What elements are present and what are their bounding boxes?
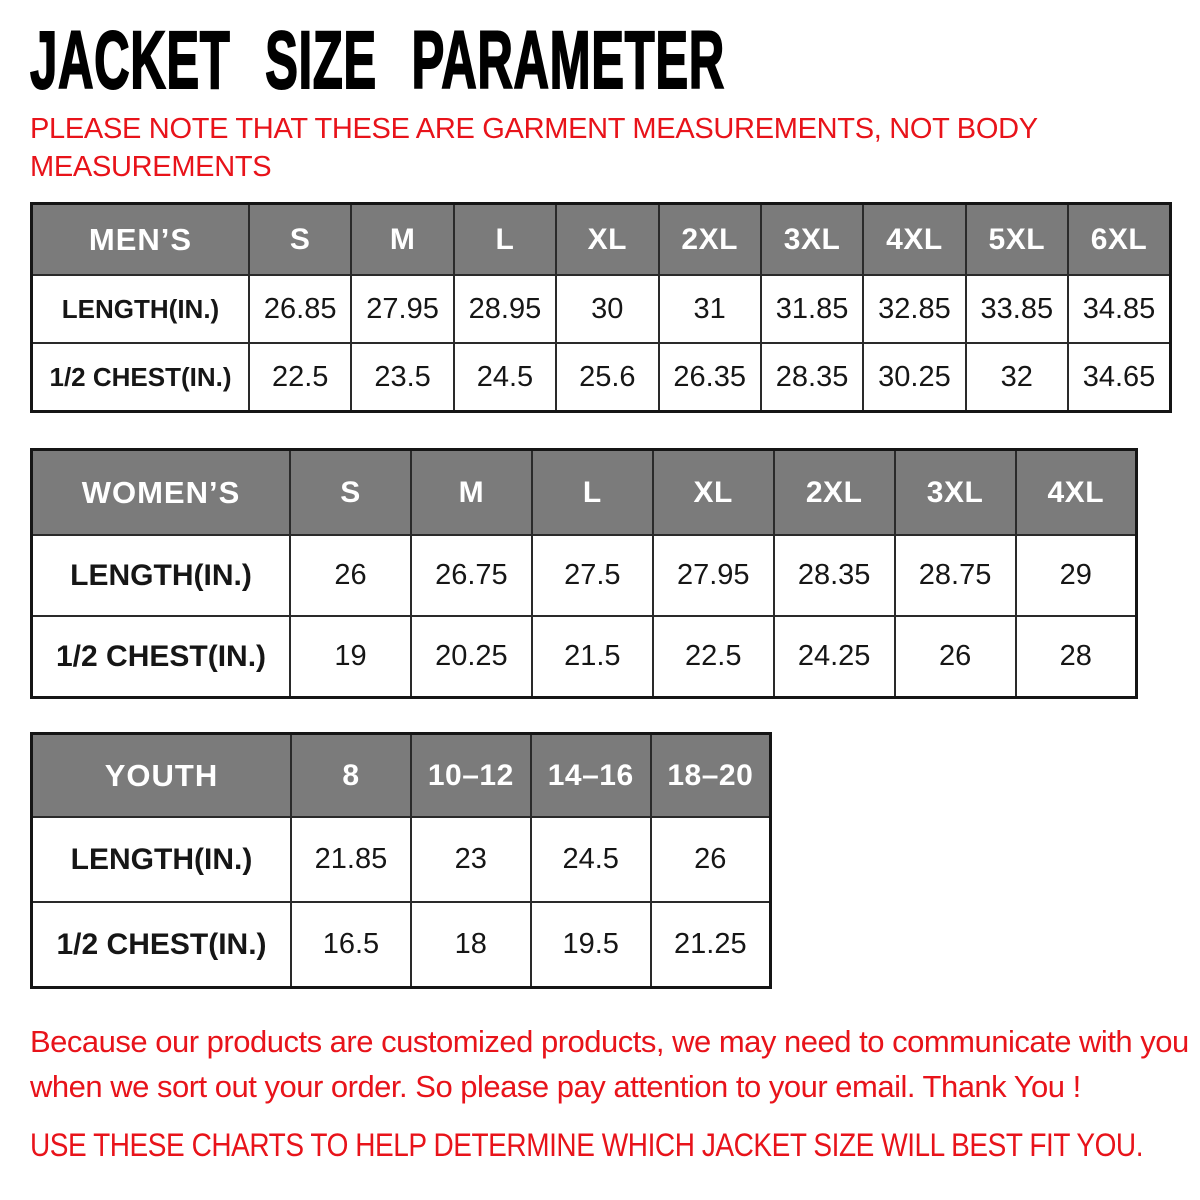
measurement-row	[32, 535, 1137, 616]
size-column-header: 2XL	[659, 204, 761, 276]
measurement-value: 32	[966, 343, 1068, 412]
size-column-header: L	[532, 450, 653, 536]
measurement-value: 32.85	[863, 275, 965, 343]
size-group-header: MEN’S	[32, 204, 250, 276]
size-column-header: 10–12	[411, 734, 531, 818]
measurement-value: 22.5	[249, 343, 351, 412]
measurement-value: 24.5	[454, 343, 556, 412]
measurement-row	[32, 902, 771, 988]
size-column-header: M	[351, 204, 453, 276]
measurement-value: 28.95	[454, 275, 556, 343]
measurement-value: 24.5	[531, 817, 651, 902]
order-communication-note	[30, 1019, 1189, 1109]
measurement-value: 19	[290, 616, 411, 698]
measurement-value: 34.85	[1068, 275, 1171, 343]
measurement-row-label: 1/2 CHEST(IN.)	[32, 902, 292, 988]
measurement-value: 30.25	[863, 343, 965, 412]
size-column-header: 4XL	[1016, 450, 1137, 536]
size-column-header: S	[249, 204, 351, 276]
measurement-value: 26.75	[411, 535, 532, 616]
measurement-value: 29	[1016, 535, 1137, 616]
size-column-header: 3XL	[895, 450, 1016, 536]
size-header-row	[32, 204, 1171, 276]
measurement-row-label: 1/2 CHEST(IN.)	[32, 616, 291, 698]
size-column-header: L	[454, 204, 556, 276]
measurement-value: 21.85	[291, 817, 411, 902]
measurement-value: 28.35	[761, 343, 863, 412]
measurement-row-label: 1/2 CHEST(IN.)	[32, 343, 250, 412]
womens-size-table	[30, 448, 1138, 699]
measurement-row	[32, 817, 771, 902]
measurement-value: 23.5	[351, 343, 453, 412]
mens-size-table	[30, 202, 1172, 413]
size-column-header: 8	[291, 734, 411, 818]
measurement-value: 27.5	[532, 535, 653, 616]
page-title	[30, 15, 1180, 106]
measurement-value: 18	[411, 902, 531, 988]
measurement-value: 21.5	[532, 616, 653, 698]
size-column-header: XL	[556, 204, 658, 276]
youth-size-table	[30, 732, 772, 989]
size-column-header: 18–20	[651, 734, 771, 818]
fit-advice-note-text: USE THESE CHARTS TO HELP DETERMINE WHICH JACKET SIZE WILL BEST FIT YOU.	[30, 1127, 1144, 1163]
garment-measurement-note-line1: PLEASE NOTE THAT THESE ARE GARMENT MEASUREMENTS, NOT BODY	[30, 113, 1038, 145]
measurement-value: 28.35	[774, 535, 895, 616]
order-communication-note-line2: when we sort out your order. So please pay attention to your email. Thank You !	[30, 1069, 1081, 1104]
measurement-value: 19.5	[531, 902, 651, 988]
measurement-value: 27.95	[351, 275, 453, 343]
measurement-value: 21.25	[651, 902, 771, 988]
size-column-header: 5XL	[966, 204, 1068, 276]
size-column-header: 14–16	[531, 734, 651, 818]
measurement-value: 20.25	[411, 616, 532, 698]
measurement-value: 28	[1016, 616, 1137, 698]
size-column-header: 6XL	[1068, 204, 1171, 276]
size-group-header: YOUTH	[32, 734, 292, 818]
measurement-value: 16.5	[291, 902, 411, 988]
measurement-value: 26	[651, 817, 771, 902]
size-column-header: M	[411, 450, 532, 536]
size-group-header: WOMEN’S	[32, 450, 291, 536]
order-communication-note-line1: Because our products are customized products, we may need to communicate with you	[30, 1024, 1189, 1059]
measurement-value: 27.95	[653, 535, 774, 616]
measurement-value: 31.85	[761, 275, 863, 343]
size-column-header: 4XL	[863, 204, 965, 276]
size-column-header: XL	[653, 450, 774, 536]
size-header-row	[32, 734, 771, 818]
measurement-row	[32, 343, 1171, 412]
measurement-value: 33.85	[966, 275, 1068, 343]
fit-advice-note	[30, 1125, 1180, 1165]
garment-measurement-note-line2: MEASUREMENTS	[30, 151, 272, 183]
measurement-value: 28.75	[895, 535, 1016, 616]
page-title-text: JACKET SIZE PARAMETER	[30, 15, 725, 106]
measurement-row-label: LENGTH(IN.)	[32, 275, 250, 343]
measurement-value: 26.35	[659, 343, 761, 412]
measurement-row-label: LENGTH(IN.)	[32, 817, 292, 902]
measurement-value: 26	[895, 616, 1016, 698]
measurement-row-label: LENGTH(IN.)	[32, 535, 291, 616]
measurement-value: 24.25	[774, 616, 895, 698]
garment-measurement-note	[30, 110, 1180, 186]
measurement-value: 30	[556, 275, 658, 343]
measurement-value: 26	[290, 535, 411, 616]
measurement-value: 25.6	[556, 343, 658, 412]
measurement-row	[32, 275, 1171, 343]
measurement-row	[32, 616, 1137, 698]
measurement-value: 22.5	[653, 616, 774, 698]
measurement-value: 34.65	[1068, 343, 1171, 412]
measurement-value: 31	[659, 275, 761, 343]
size-header-row	[32, 450, 1137, 536]
measurement-value: 26.85	[249, 275, 351, 343]
size-column-header: S	[290, 450, 411, 536]
measurement-value: 23	[411, 817, 531, 902]
size-column-header: 3XL	[761, 204, 863, 276]
size-column-header: 2XL	[774, 450, 895, 536]
